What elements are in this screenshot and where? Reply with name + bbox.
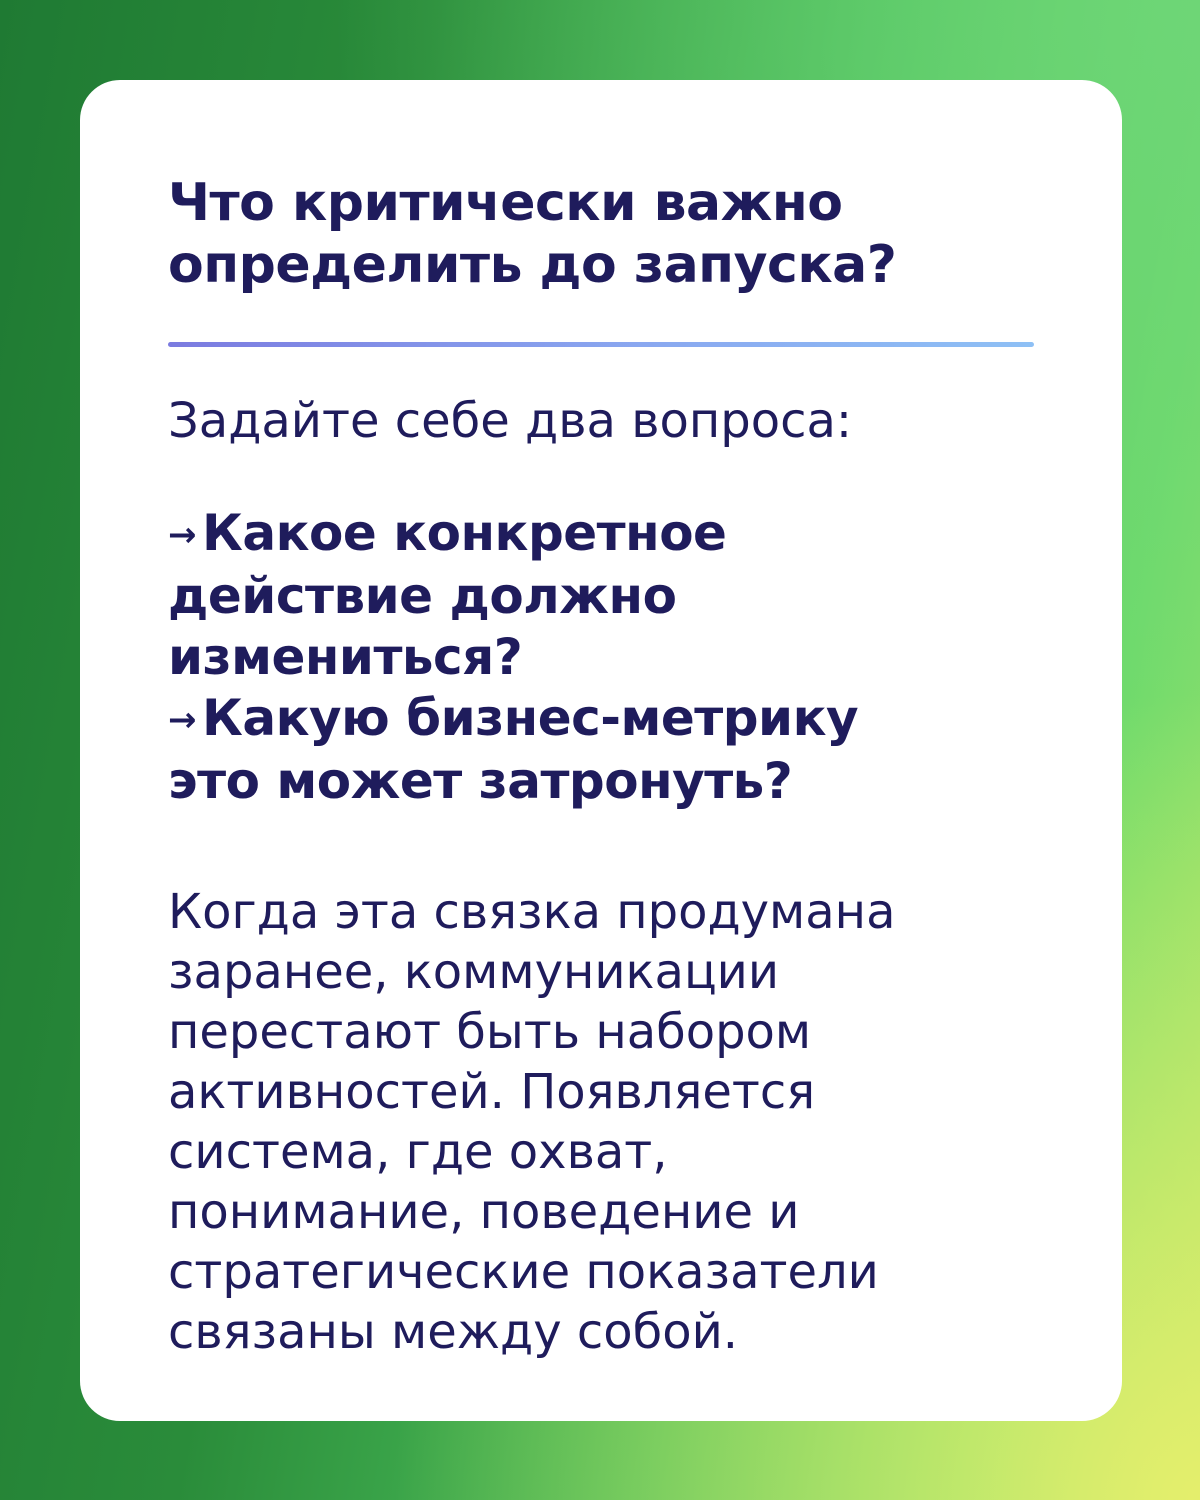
question-list [168, 503, 1034, 812]
question-item [168, 503, 1034, 688]
arrow-right-icon: → [168, 515, 196, 555]
question-item [168, 688, 1034, 812]
conclusion-text: Когда эта связка продумана заранее, коммуникации перестают быть набором активностей. Появляется система, где охват, понимание, поведение и стратегические показатели связаны между собой. [168, 884, 896, 1360]
intro-text: Задайте себе два вопроса: [168, 393, 853, 449]
arrow-right-icon: → [168, 700, 196, 740]
question-text: Какое конкретное действие должно измениться? [168, 504, 727, 686]
title-divider [168, 342, 1034, 347]
question-text: Какую бизнес-метрику это может затронуть? [168, 689, 859, 810]
card-title: Что критически важно определить до запуска? [168, 173, 897, 295]
content-card [80, 80, 1122, 1421]
